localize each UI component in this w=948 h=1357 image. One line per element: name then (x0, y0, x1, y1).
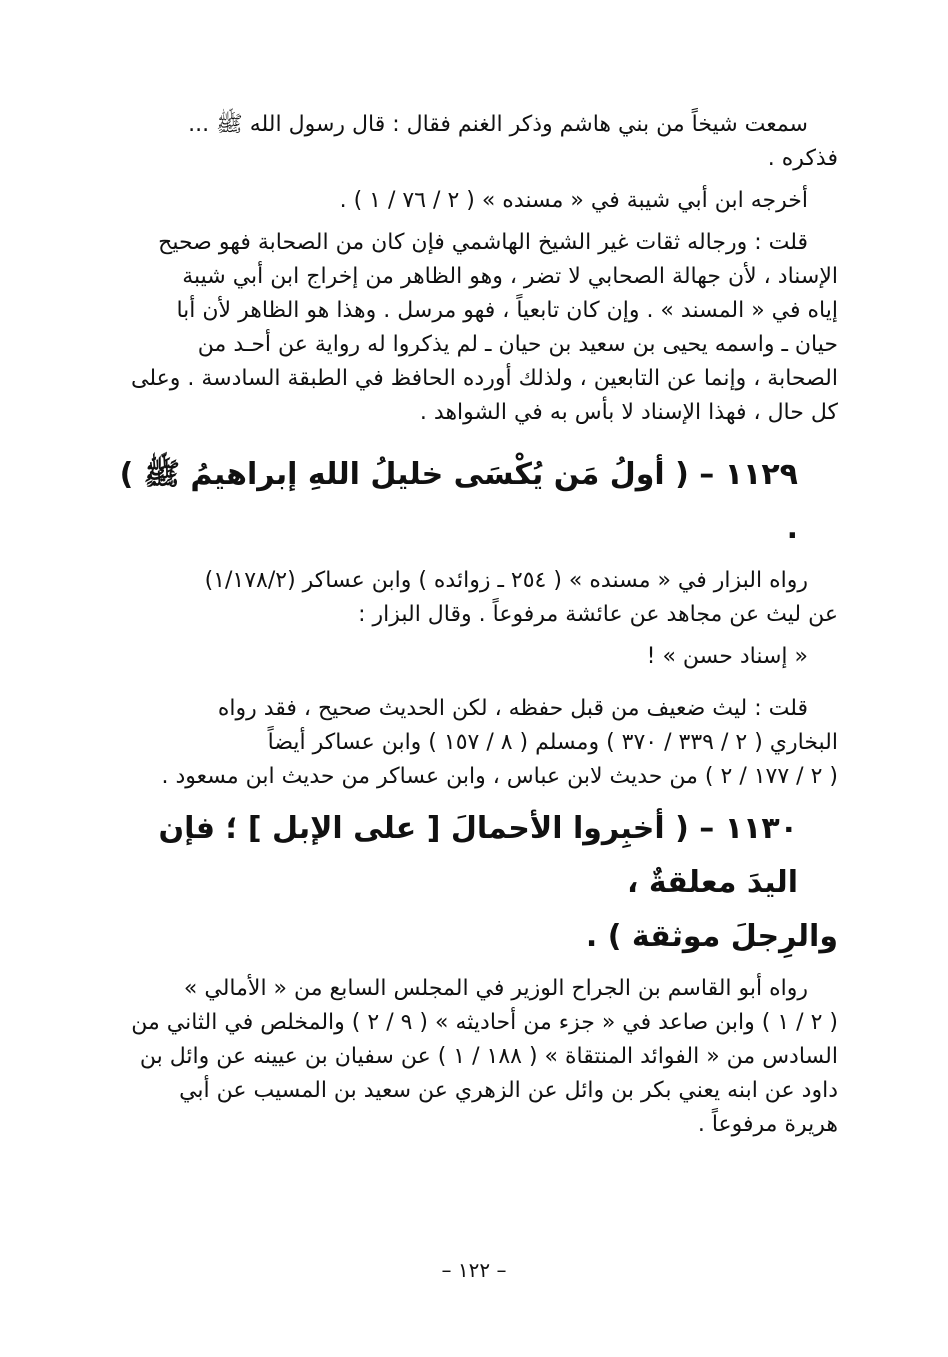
hadith-heading-1130 (100, 802, 838, 910)
text-line: « إسناد حسن » ! (646, 644, 808, 669)
hadith-text: – ( أخبِروا الأحمالَ [ على الإبل ] ؛ فإن اليدَ معلقةٌ ، (158, 811, 798, 900)
hadith-text: – ( أولُ مَن يُكْسَى خليلُ اللهِ إبراهيمُ ﷺ ) . (119, 457, 798, 546)
paragraph-commentary (100, 226, 838, 430)
text-line: حيان ـ واسمه يحيى بن سعيد بن حيان ـ لم يذكروا له رواية عن أحـد من (197, 332, 838, 357)
text-line: الصحابة ، وإنما عن التابعين ، ولذلك أورده الحافظ في الطبقة السادسة . وعلى (131, 366, 838, 391)
text-line: قلت : ورجاله ثقات غير الشيخ الهاشمي فإن كان من الصحابة فهو صحيح (158, 230, 808, 255)
text-line: رواه أبو القاسم بن الجراح الوزير في المجلس السابع من « الأمالي » (183, 976, 808, 1001)
text-line: كل حال ، فهذا الإسناد لا بأس به في الشواهد . (419, 400, 838, 425)
text-line: السادس من « الفوائد المنتقاة » ( ١٨٨ / ١ ) عن سفيان بن عيينه عن وائل بن (139, 1044, 838, 1069)
hadith-text: والرِجلَ موثقة ) . (585, 919, 838, 954)
text-line: البخاري ( ٢ / ٣٣٩ / ٣٧٠ ) ومسلم ( ٨ / ١٥٧ ) وابن عساكر أيضاً (267, 730, 838, 755)
text-line: ( ٢ / ١ ) وابن صاعد في « جزء من أحاديثه » ( ٩ / ٢ ) والمخلص في الثاني من (131, 1010, 838, 1035)
text-line: فذكره . (767, 146, 838, 171)
text-line: عن ليث عن مجاهد عن عائشة مرفوعاً . وقال البزار : (358, 602, 838, 627)
text-line: هريرة مرفوعاً . (697, 1112, 838, 1137)
text-line: أخرجه ابن أبي شيبة في « مسنده » ( ٢ / ٧٦ / ١ ) . (339, 188, 808, 213)
hadith-number: ١١٣٠ (724, 811, 798, 846)
text-line: سمعت شيخاً من بني هاشم وذكر الغنم فقال : قال رسول الله ﷺ ... (188, 112, 808, 137)
paragraph-intro (100, 108, 838, 176)
text-line: داود عن ابنه يعني بكر بن وائل عن الزهري عن سعيد بن المسيب عن أبي (179, 1078, 838, 1103)
hadith-heading-1129 (100, 448, 838, 556)
text-line: إياه في « المسند » . وإن كان تابعياً ، فهو مرسل . وهذا هو الظاهر لأن أبا (176, 298, 838, 323)
paragraph-commentary-1129 (100, 692, 838, 794)
paragraph-quote (100, 640, 838, 674)
hadith-number: ١١٢٩ (724, 457, 798, 492)
hadith-heading-1130-cont (100, 910, 838, 964)
text-line: الإسناد ، لأن جهالة الصحابي لا تضر ، وهو الظاهر من إخراج ابن أبي شيبة (182, 264, 838, 289)
paragraph-narration-1130 (100, 972, 838, 1142)
text-line: قلت : ليث ضعيف من قبل حفظه ، لكن الحديث صحيح ، فقد رواه (217, 696, 808, 721)
paragraph-takhrij (100, 184, 838, 218)
text-line: ( ٢ / ١٧٧ / ٢ ) من حديث لابن عباس ، وابن عساكر من حديث ابن مسعود . (161, 764, 838, 789)
paragraph-narration-1129 (100, 564, 838, 632)
page-number: – ١٢٢ – (441, 1258, 507, 1282)
text-line: رواه البزار في « مسنده » ( ٢٥٤ ـ زوائده ) وابن عساكر (١/١٧٨/٢) (204, 568, 808, 593)
